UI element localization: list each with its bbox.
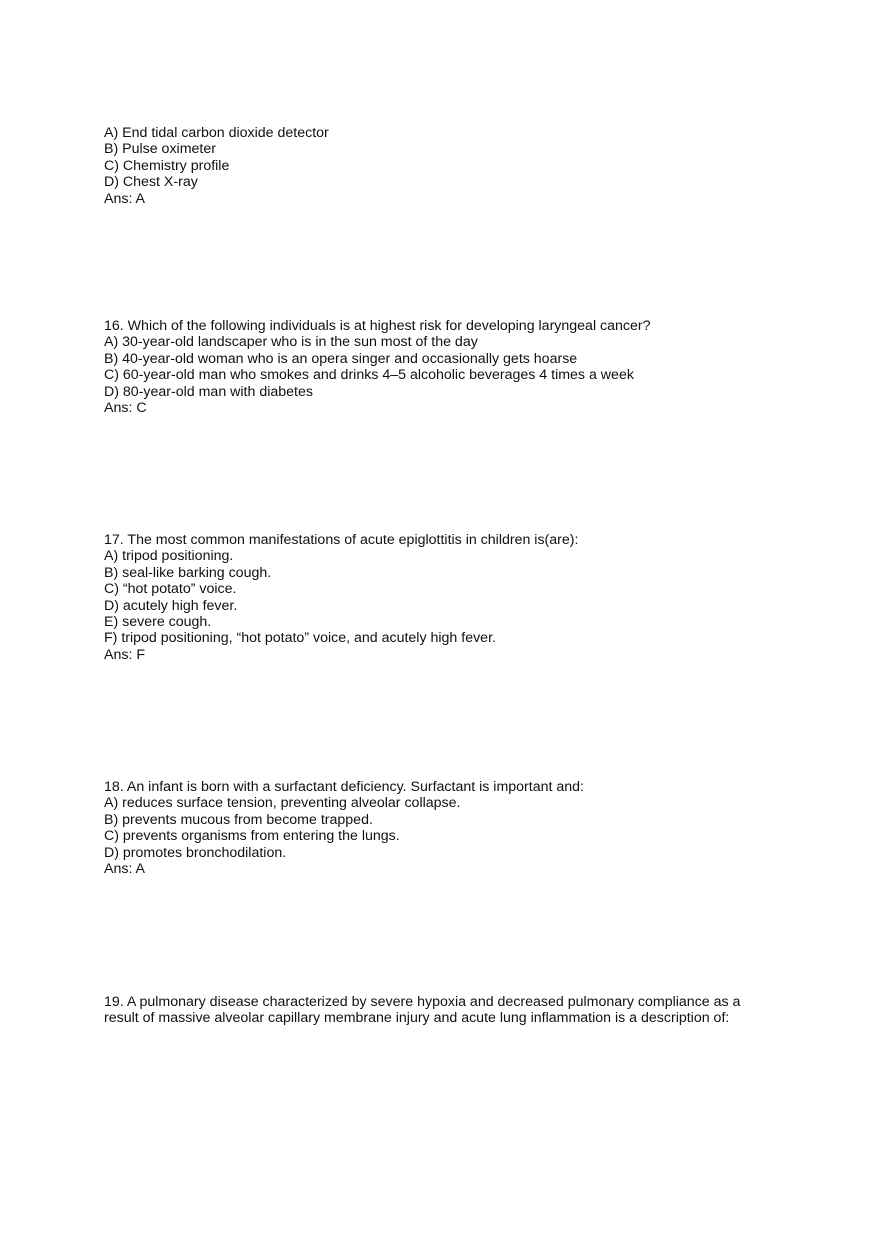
option-a: A) reduces surface tension, preventing alveolar collapse. xyxy=(104,795,461,812)
option-b: B) prevents mucous from become trapped. xyxy=(104,811,373,828)
option-c: C) Chemistry profile xyxy=(104,157,230,174)
option-b: B) Pulse oximeter xyxy=(104,141,216,158)
question-16-block xyxy=(104,318,784,416)
option-c: C) “hot potato” voice. xyxy=(104,581,237,598)
answer-key: Ans: C xyxy=(104,400,147,417)
option-d: D) acutely high fever. xyxy=(104,597,238,614)
option-a: A) End tidal carbon dioxide detector xyxy=(104,125,329,141)
question-stem: 16. Which of the following individuals is at highest risk for developing laryngeal cancer? xyxy=(104,318,651,334)
option-c: C) prevents organisms from entering the lungs. xyxy=(104,828,400,845)
answer-key: Ans: A xyxy=(104,861,146,878)
option-a: A) tripod positioning. xyxy=(104,548,234,565)
question-stem: 19. A pulmonary disease characterized by severe hypoxia and decreased pulmonary compliance as a result of massive alveolar capillary membrane injury and acute lung inflammation is a description of: xyxy=(104,994,741,1027)
option-e: E) severe cough. xyxy=(104,614,212,631)
answer-key: Ans: F xyxy=(104,646,145,663)
option-d: D) promotes bronchodilation. xyxy=(104,844,287,861)
question-17-block xyxy=(104,532,784,663)
option-a: A) 30-year-old landscaper who is in the sun most of the day xyxy=(104,334,478,351)
option-f: F) tripod positioning, “hot potato” voice, and acutely high fever. xyxy=(104,630,496,647)
question-18-block xyxy=(104,779,784,877)
option-d: D) 80-year-old man with diabetes xyxy=(104,383,313,400)
answer-key: Ans: A xyxy=(104,190,146,207)
question-19-block xyxy=(104,994,764,1027)
option-d: D) Chest X-ray xyxy=(104,174,198,191)
question-stem: 17. The most common manifestations of acute epiglottitis in children is(are): xyxy=(104,532,579,548)
question-stem: 18. An infant is born with a surfactant deficiency. Surfactant is important and: xyxy=(104,779,585,795)
option-b: B) seal-like barking cough. xyxy=(104,564,272,581)
question-15-block xyxy=(104,125,784,207)
option-c: C) 60-year-old man who smokes and drinks 4–5 alcoholic beverages 4 times a week xyxy=(104,367,634,384)
option-b: B) 40-year-old woman who is an opera singer and occasionally gets hoarse xyxy=(104,350,578,367)
